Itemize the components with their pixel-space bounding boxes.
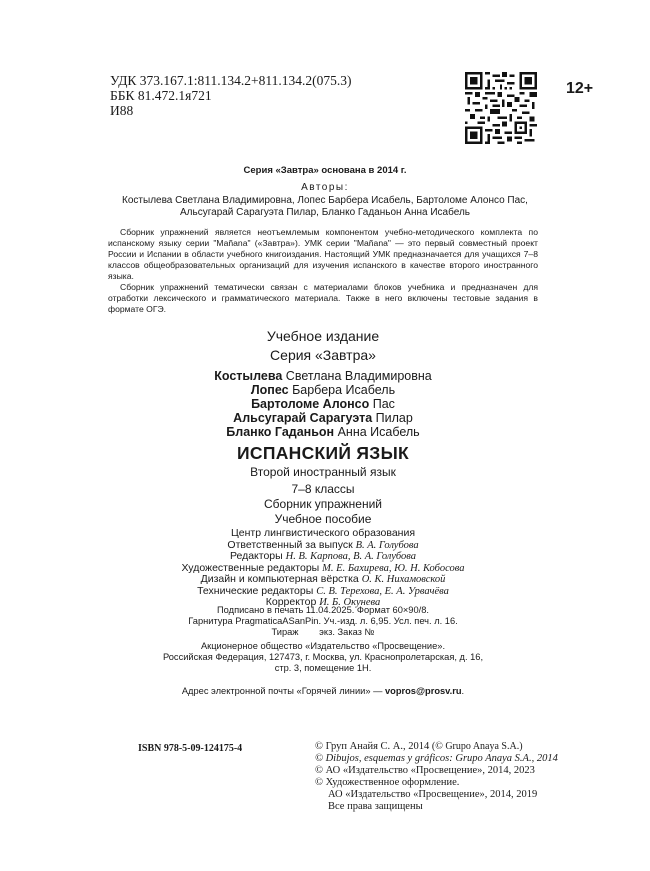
credit-role: Дизайн и компьютерная вёрстка bbox=[200, 573, 359, 585]
author-entry bbox=[108, 369, 538, 383]
series-note: Серия «Завтра» основана в 2014 г. bbox=[243, 165, 407, 176]
subtitle: Учебное пособие bbox=[274, 512, 372, 526]
udc-block bbox=[110, 73, 352, 118]
author-surname: Бартоломе Алонсо bbox=[251, 397, 370, 411]
copyright-line: © АО «Издательство «Просвещение», 2014, 2023 bbox=[315, 765, 535, 776]
author-given-name: Барбера Исабель bbox=[292, 383, 396, 397]
author-entry bbox=[108, 383, 538, 397]
authors-list bbox=[60, 195, 590, 219]
credit-name: И. Б. Окунева bbox=[319, 597, 381, 608]
subtitle: Сборник упражнений bbox=[263, 497, 382, 511]
publisher-line: Акционерное общество «Издательство «Просвещение». bbox=[200, 641, 446, 651]
author-surname: Лопес bbox=[250, 383, 289, 397]
udk-code: УДК 373.167.1:811.134.2+811.134.2(075.3) bbox=[110, 73, 352, 88]
annotation-paragraph: Сборник упражнений является неотъемлемым компонентом учебно-методического комплекта по испанскому языку серии "Mañana" («Завтра»). УМК серии "Mañana" — это первый совместный проект России и Испании в области учебного книгоиздания. Настоящий УМК предназначается для учащихся 7–8 классов общеобразовательных организаций для изучения испанского в качестве второго иностранного языка. bbox=[108, 227, 538, 281]
credit-name: В. А. Голубова bbox=[355, 539, 419, 551]
credit-role: Корректор bbox=[265, 596, 317, 608]
copyright-line: © Груп Анайя С. А., 2014 (© Grupo Anaya S.A.) bbox=[315, 741, 523, 752]
credit-line bbox=[108, 540, 538, 552]
credit-line bbox=[108, 551, 538, 563]
author-surname: Костылева bbox=[214, 369, 283, 383]
credit-name: Н. В. Карпова, В. А. Голубова bbox=[285, 551, 417, 562]
author-given-name: Анна Исабель bbox=[337, 425, 420, 439]
annotation-paragraph: Сборник упражнений тематически связан с материалами блоков учебника и предназначен для отработки лексического и грамматического материала. Также в него включены тестовые задания в формате ОГЭ. bbox=[108, 282, 538, 314]
credit-role: Центр лингвистического образования bbox=[230, 527, 416, 539]
author-entry bbox=[108, 411, 538, 425]
credit-line bbox=[108, 574, 538, 586]
copyright-line: © Художественное оформление. bbox=[315, 777, 460, 788]
author-mark: И88 bbox=[110, 103, 134, 118]
book-title: ИСПАНСКИЙ ЯЗЫК bbox=[237, 443, 409, 463]
credit-line bbox=[108, 586, 538, 598]
authors-heading: Авторы: bbox=[301, 182, 349, 193]
author-entry bbox=[108, 425, 538, 439]
authors-list-line: Костылева Светлана Владимировна, Лопес Барбера Исабель, Бартоломе Алонсо Пас, bbox=[122, 195, 528, 206]
credit-role: Художественные редакторы bbox=[181, 561, 320, 574]
author-surname: Бланко Гаданьон bbox=[226, 425, 335, 439]
edition-series: Серия «Завтра» bbox=[270, 347, 376, 363]
print-info bbox=[108, 605, 538, 638]
authors-list-line: Альсугарай Сарагуэта Пилар, Бланко Гаданьон Анна Исабель bbox=[179, 207, 471, 218]
hotline-text: Адрес электронной почты «Горячей линии» — bbox=[181, 686, 385, 696]
publisher-line: Российская Федерация, 127473, г. Москва, ул. Краснопролетарская, д. 16, bbox=[162, 652, 484, 662]
author-given-name: Пас bbox=[372, 397, 395, 411]
credit-name: О. К. Нихамовской bbox=[361, 574, 446, 585]
hotline-end: . bbox=[461, 686, 465, 696]
author-given-name: Пилар bbox=[375, 411, 413, 425]
subtitle: Второй иностранный язык bbox=[250, 465, 396, 479]
hotline-email-link[interactable]: vopros@prosv.ru bbox=[384, 686, 462, 696]
print-info-line: Подписано в печать 11.04.2025. Формат 60×90/8. bbox=[217, 605, 429, 615]
bbk-code: ББК 81.472.1я721 bbox=[110, 88, 212, 103]
author-given-name: Светлана Владимировна bbox=[285, 369, 432, 383]
age-rating-badge: 12+ bbox=[566, 80, 594, 97]
copyright-line: © Dibujos, esquemas y gráficos: Grupo Anaya S.A., 2014 bbox=[315, 753, 558, 764]
print-info-line: Гарнитура PragmaticaASanPin. Уч.-изд. л. 6,95. Усл. печ. л. 16. bbox=[188, 616, 458, 626]
author-surname: Альсугарай Сарагуэта bbox=[233, 411, 373, 425]
annotation bbox=[108, 227, 538, 315]
author-entry bbox=[108, 397, 538, 411]
publisher-info bbox=[108, 641, 538, 674]
hotline-info bbox=[108, 686, 538, 696]
copyright-line: АО «Издательство «Просвещение», 2014, 2019 bbox=[328, 789, 538, 800]
credit-role: Технические редакторы bbox=[197, 584, 314, 597]
credits-block bbox=[108, 528, 538, 609]
credit-role: Ответственный за выпуск bbox=[227, 538, 353, 551]
credit-role: Редакторы bbox=[229, 550, 283, 562]
subtitle: 7–8 классы bbox=[291, 482, 355, 496]
print-info-line: Тираж экз. Заказ № bbox=[271, 627, 375, 637]
copyright-line: Все права защищены bbox=[328, 801, 423, 812]
credit-name: М. Е. Бахирева, Ю. Н. Кобосова bbox=[322, 562, 465, 574]
qr-code-icon[interactable] bbox=[465, 72, 537, 144]
isbn: ISBN 978-5-09-124175-4 bbox=[138, 743, 243, 754]
publisher-line: стр. 3, помещение 1Н. bbox=[274, 663, 372, 673]
copyright-block bbox=[315, 741, 558, 813]
credit-name: С. В. Терехова, Е. А. Урвачёва bbox=[316, 585, 449, 597]
edition-type: Учебное издание bbox=[266, 328, 380, 344]
authors-full-list bbox=[108, 369, 538, 439]
